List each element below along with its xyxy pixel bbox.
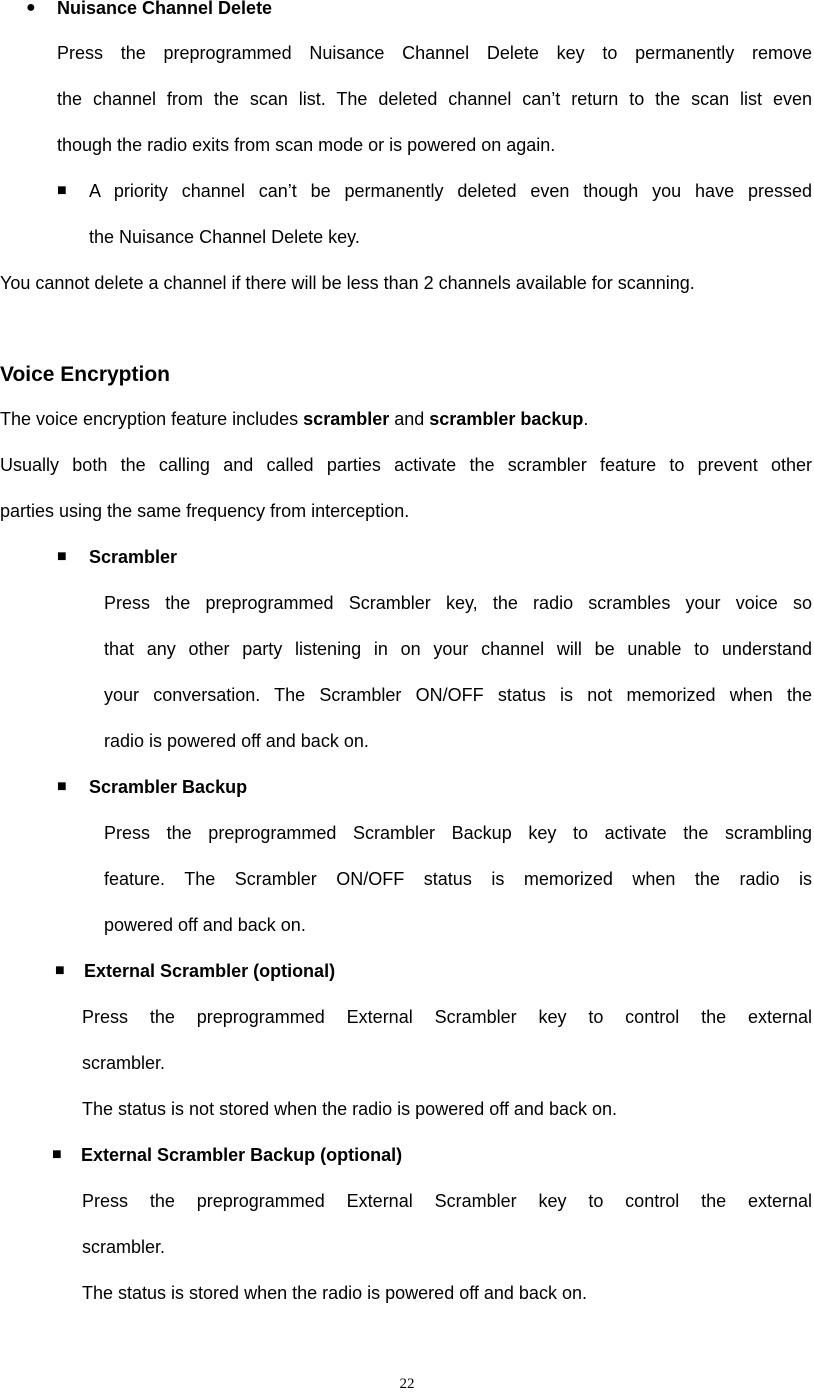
page-number: 22 xyxy=(399,1376,415,1392)
square-bullet-icon: ■ xyxy=(55,962,65,979)
external-scrambler-title: External Scrambler (optional) xyxy=(84,961,336,981)
voice-intro-scrambler: scrambler xyxy=(303,409,390,429)
external-backup-title: External Scrambler Backup (optional) xyxy=(81,1145,403,1165)
voice-usage-line-1: Usually both the calling and called parties activate the scrambler feature to prevent other xyxy=(0,455,812,475)
nuisance-line-3: though the radio exits from scan mode or is powered on again. xyxy=(57,135,556,155)
external-scrambler-line-2: scrambler. xyxy=(82,1053,166,1073)
bullet-icon: ● xyxy=(26,0,36,16)
scrambler-backup-line-2: feature. The Scrambler ON/OFF status is memorized when the radio is xyxy=(104,869,812,889)
voice-intro xyxy=(0,408,588,430)
scrambler-backup-title: Scrambler Backup xyxy=(89,777,248,797)
nuisance-note-line-1: A priority channel can’t be permanently deleted even though you have pressed xyxy=(89,181,812,201)
scrambler-line-4: radio is powered off and back on. xyxy=(104,731,369,751)
square-bullet-icon: ■ xyxy=(57,182,67,199)
scrambler-line-2: that any other party listening in on your channel will be unable to understand xyxy=(104,639,812,659)
nuisance-footer: You cannot delete a channel if there will be less than 2 channels available for scanning. xyxy=(0,273,695,293)
external-backup-line-2: scrambler. xyxy=(82,1237,166,1257)
square-bullet-icon: ■ xyxy=(52,1146,62,1163)
scrambler-line-3: your conversation. The Scrambler ON/OFF status is not memorized when the xyxy=(104,685,812,705)
external-backup-status: The status is stored when the radio is powered off and back on. xyxy=(82,1283,587,1303)
scrambler-backup-line-1: Press the preprogrammed Scrambler Backup key to activate the scrambling xyxy=(104,823,812,843)
voice-intro-scrambler-backup: scrambler backup xyxy=(429,409,584,429)
voice-intro-pre: The voice encryption feature includes xyxy=(0,409,304,429)
external-scrambler-status: The status is not stored when the radio is powered off and back on. xyxy=(82,1099,617,1119)
voice-intro-mid: and xyxy=(389,409,430,429)
scrambler-line-1: Press the preprogrammed Scrambler key, the radio scrambles your voice so xyxy=(104,593,812,613)
square-bullet-icon: ■ xyxy=(57,548,67,565)
voice-intro-post: . xyxy=(583,409,589,429)
external-scrambler-line-1: Press the preprogrammed External Scrambler key to control the external xyxy=(82,1007,812,1027)
scrambler-backup-line-3: powered off and back on. xyxy=(104,915,306,935)
nuisance-line-2: the channel from the scan list. The deleted channel can’t return to the scan list even xyxy=(57,89,812,109)
nuisance-title: Nuisance Channel Delete xyxy=(57,0,273,18)
section-heading: Voice Encryption xyxy=(0,363,170,386)
external-backup-line-1: Press the preprogrammed External Scrambler key to control the external xyxy=(82,1191,812,1211)
square-bullet-icon: ■ xyxy=(57,778,67,795)
nuisance-note-line-2: the Nuisance Channel Delete key. xyxy=(89,227,360,247)
scrambler-title: Scrambler xyxy=(89,547,178,567)
nuisance-line-1: Press the preprogrammed Nuisance Channel Delete key to permanently remove xyxy=(57,43,812,63)
voice-usage-line-2: parties using the same frequency from interception. xyxy=(0,501,410,521)
